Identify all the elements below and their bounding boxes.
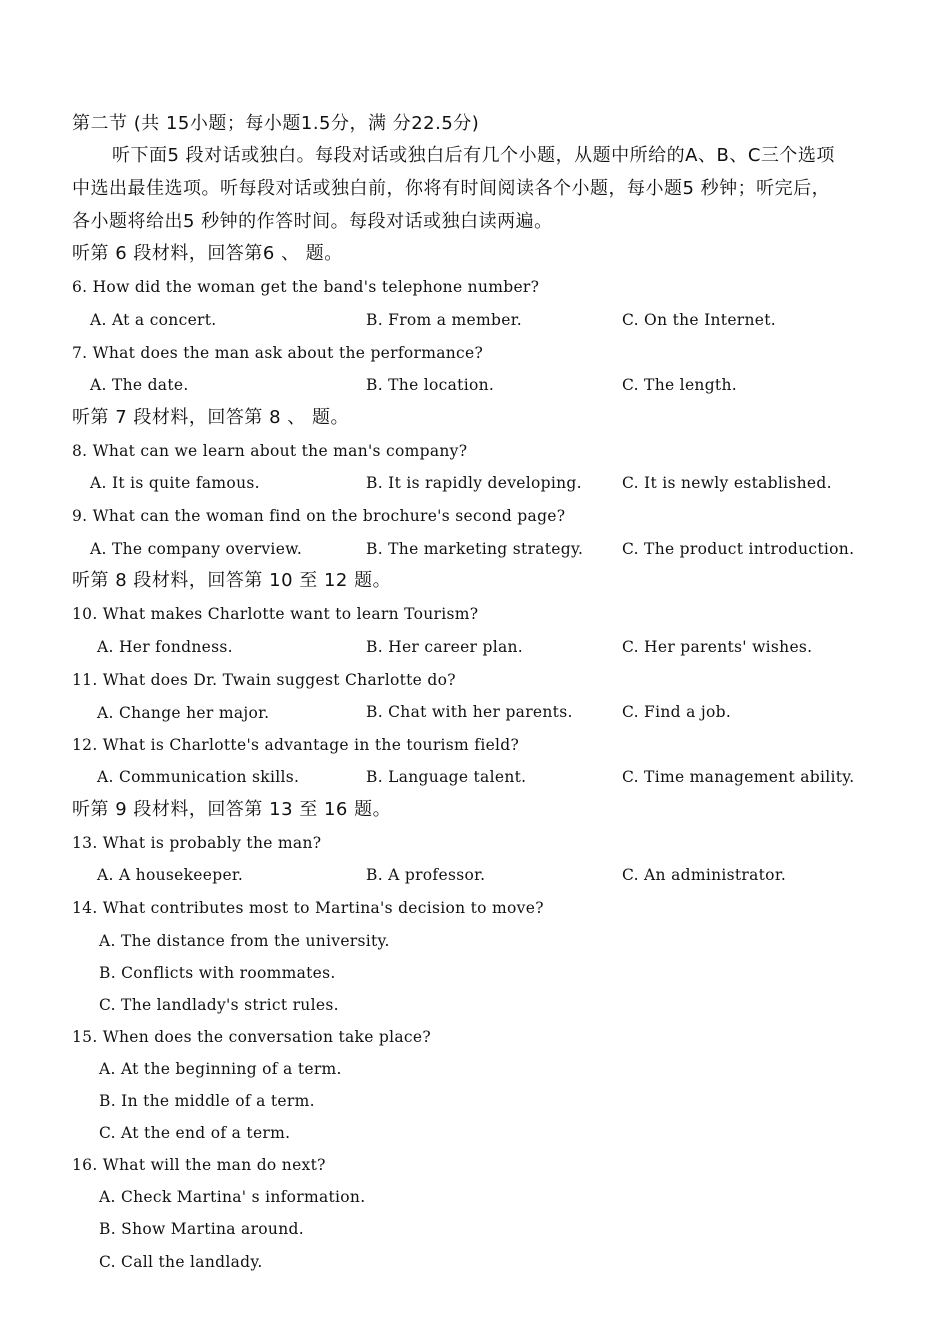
question-10-stem: 10. What makes Charlotte want to learn Tourism?: [72, 605, 479, 623]
question-9-option-a: A. The company overview.: [90, 540, 303, 558]
question-14-stem: 14. What contributes most to Martina's decision to move?: [72, 899, 544, 917]
question-16-stem: 16. What will the man do next?: [72, 1156, 326, 1174]
question-15-option-a: A. At the beginning of a term.: [99, 1060, 342, 1078]
question-15-option-b: B. In the middle of a term.: [99, 1092, 315, 1110]
instruction-line-1: 听下面5 段对话或独白。每段对话或独白后有几个小题，从题中所给的A、B、C三个选项: [112, 145, 835, 166]
question-11-stem: 11. What does Dr. Twain suggest Charlotte do?: [72, 671, 456, 689]
question-6-stem: 6. How did the woman get the band's telephone number?: [72, 278, 540, 296]
material-heading-9: 听第 9 段材料，回答第 13 至 16 题。: [72, 799, 392, 820]
question-8-option-b: B. It is rapidly developing.: [366, 474, 582, 492]
question-16-option-a: A. Check Martina' s information.: [99, 1188, 366, 1206]
question-7-option-b: B. The location.: [366, 376, 495, 394]
question-6-option-a: A. At a concert.: [90, 311, 217, 329]
question-11-option-a: A. Change her major.: [97, 704, 270, 722]
question-8-option-c: C. It is newly established.: [622, 474, 832, 492]
material-heading-7: 听第 7 段材料，回答第 8 、 题。: [72, 407, 350, 428]
question-8-stem: 8. What can we learn about the man's company?: [72, 442, 468, 460]
question-9-stem: 9. What can the woman find on the brochure's second page?: [72, 507, 566, 525]
question-12-option-b: B. Language talent.: [366, 768, 527, 786]
question-8-option-a: A. It is quite famous.: [90, 474, 260, 492]
question-6-option-b: B. From a member.: [366, 311, 522, 329]
question-13-option-a: A. A housekeeper.: [97, 866, 244, 884]
instruction-line-3: 各小题将给出5 秒钟的作答时间。每段对话或独白读两遍。: [72, 211, 553, 232]
question-12-option-c: C. Time management ability.: [622, 768, 855, 786]
question-6-option-c: C. On the Internet.: [622, 311, 777, 329]
question-13-option-b: B. A professor.: [366, 866, 486, 884]
question-7-option-c: C. The length.: [622, 376, 737, 394]
question-14-option-c: C. The landlady's strict rules.: [99, 996, 339, 1014]
question-10-option-a: A. Her fondness.: [97, 638, 233, 656]
question-7-stem: 7. What does the man ask about the performance?: [72, 344, 484, 362]
question-14-option-a: A. The distance from the university.: [99, 932, 390, 950]
material-heading-8: 听第 8 段材料，回答第 10 至 12 题。: [72, 570, 392, 591]
question-12-stem: 12. What is Charlotte's advantage in the tourism field?: [72, 736, 520, 754]
question-16-option-c: C. Call the landlady.: [99, 1253, 263, 1271]
question-13-stem: 13. What is probably the man?: [72, 834, 322, 852]
material-heading-6: 听第 6 段材料，回答第6 、 题。: [72, 243, 343, 264]
question-9-option-c: C. The product introduction.: [622, 540, 855, 558]
question-16-option-b: B. Show Martina around.: [99, 1220, 304, 1238]
question-12-option-a: A. Communication skills.: [97, 768, 300, 786]
question-7-option-a: A. The date.: [90, 376, 189, 394]
section-header: 第二节 (共 15小题；每小题1.5分，满 分22.5分): [72, 113, 480, 134]
question-13-option-c: C. An administrator.: [622, 866, 787, 884]
question-15-stem: 15. When does the conversation take place?: [72, 1028, 431, 1046]
question-10-option-b: B. Her career plan.: [366, 638, 524, 656]
question-15-option-c: C. At the end of a term.: [99, 1124, 291, 1142]
question-11-option-c: C. Find a job.: [622, 703, 732, 721]
instruction-line-2: 中选出最佳选项。听每段对话或独白前，你将有时间阅读各个小题，每小题5 秒钟；听完后，: [72, 178, 831, 199]
question-10-option-c: C. Her parents' wishes.: [622, 638, 813, 656]
question-14-option-b: B. Conflicts with roommates.: [99, 964, 336, 982]
question-9-option-b: B. The marketing strategy.: [366, 540, 584, 558]
question-11-option-b: B. Chat with her parents.: [366, 703, 573, 721]
